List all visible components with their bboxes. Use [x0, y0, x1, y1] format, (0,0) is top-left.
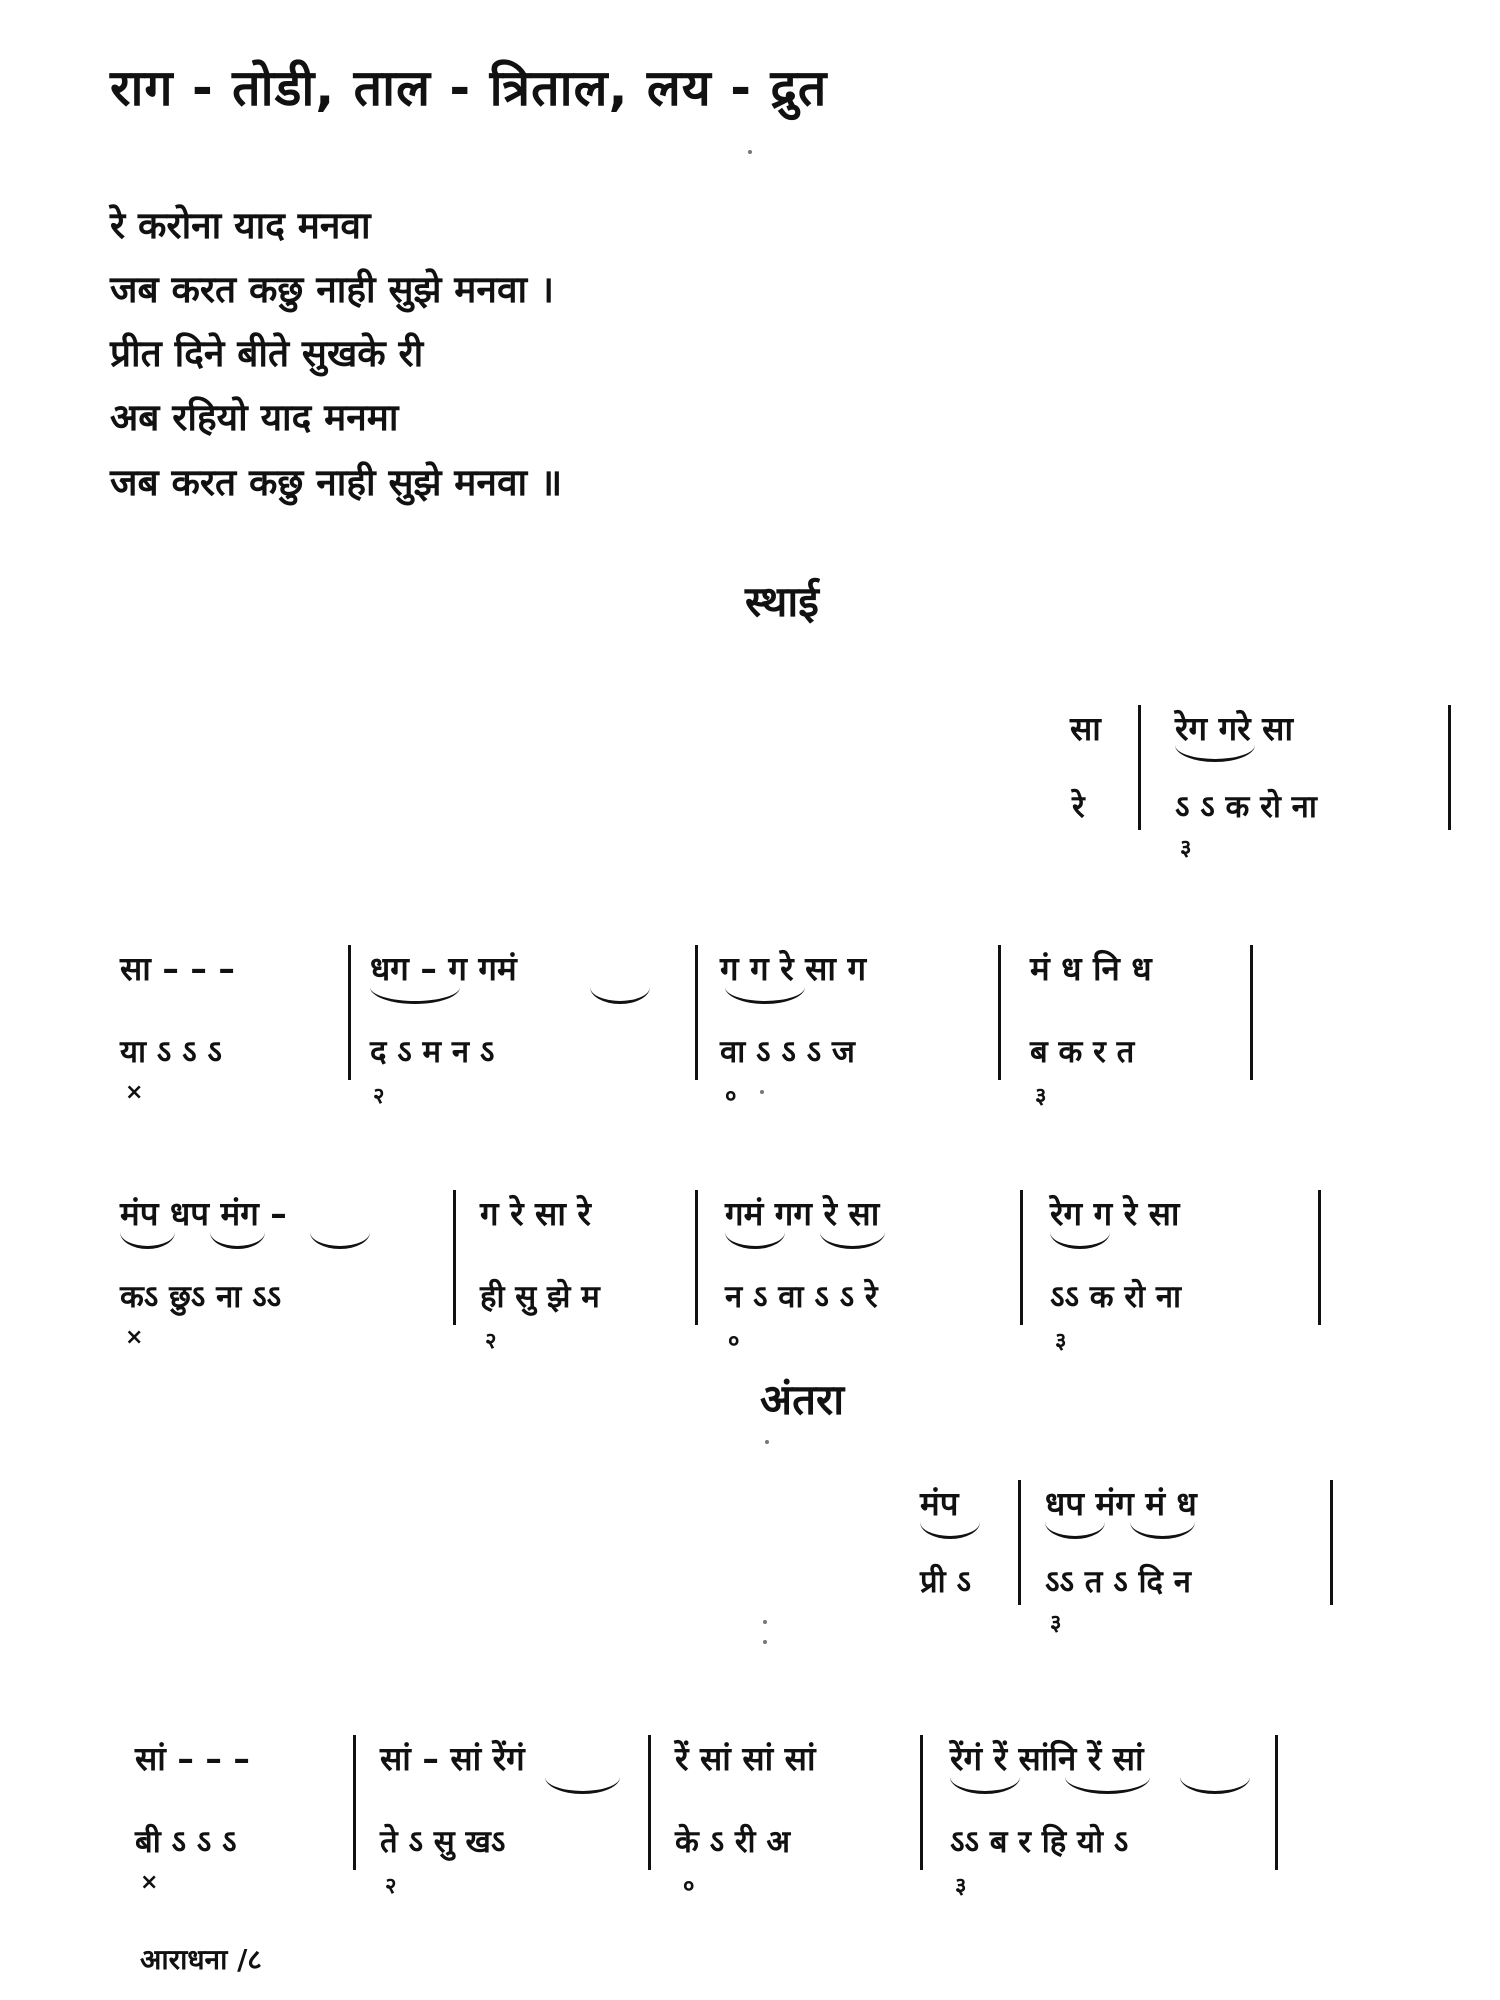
- page-footer: आराधना /८: [140, 1943, 262, 1976]
- bol-cell: कऽ छुऽ ना ऽऽ: [120, 1279, 282, 1315]
- tala-mark: ३: [1055, 1329, 1067, 1354]
- sthai-line-1: [120, 945, 1280, 1125]
- swar-cell: मंप धप मंग –: [120, 1194, 287, 1233]
- antara-line-1: [135, 1735, 1305, 1915]
- antara-pickup: [920, 1480, 1360, 1640]
- swar-cell: रें सां सां सां: [675, 1739, 816, 1778]
- tala-mark: ३: [1180, 836, 1192, 861]
- antara-heading: अंतरा: [760, 1375, 845, 1424]
- page-title: राग - तोडी, ताल - त्रिताल, लय - द्रुत: [110, 59, 828, 117]
- swar-cell: मंप: [920, 1484, 959, 1523]
- lyric-line-3: प्रीत दिने बीते सुखके री: [110, 332, 424, 375]
- bol-cell: प्री ऽ: [920, 1564, 971, 1600]
- lyric-line-2: जब करत कछु नाही सुझे मनवा ।: [110, 268, 555, 311]
- tala-mark: ×: [125, 1325, 144, 1350]
- tala-mark: ३: [1035, 1084, 1047, 1109]
- swar-cell: सां – – –: [135, 1739, 250, 1778]
- bol-cell: ऽऽ ब र हि यो ऽ: [950, 1824, 1129, 1860]
- tala-mark: ×: [140, 1870, 159, 1895]
- sthai-heading: स्थाई: [745, 577, 819, 626]
- bol-cell: ऽऽ क रो ना: [1050, 1279, 1182, 1315]
- tala-mark: ३: [955, 1874, 967, 1899]
- tala-mark: ×: [125, 1080, 144, 1105]
- tala-mark: २: [485, 1329, 497, 1354]
- tala-mark: २: [385, 1874, 397, 1899]
- bol-cell: ते ऽ सु खऽ: [380, 1824, 506, 1860]
- swar-cell: धग – ग गमं: [370, 949, 517, 988]
- swar-cell: सां – सां रेंगं: [380, 1739, 525, 1778]
- swar-cell: रेंगं रें सांनि रें सां: [950, 1739, 1144, 1778]
- swar-cell: मं ध नि ध: [1030, 949, 1152, 988]
- bol-cell: न ऽ वा ऽ ऽ रे: [725, 1279, 878, 1315]
- lyric-line-1: रे करोना याद मनवा: [110, 204, 371, 247]
- tala-mark: २: [373, 1084, 385, 1109]
- lyric-line-5: जब करत कछु नाही सुझे मनवा ॥: [110, 461, 563, 504]
- bol-cell: के ऽ री अ: [675, 1824, 791, 1860]
- bol-cell: या ऽ ऽ ऽ: [120, 1034, 222, 1070]
- bol-cell: वा ऽ ऽ ऽ ज: [720, 1034, 855, 1070]
- bol-cell: रे: [1072, 789, 1085, 825]
- bol-cell: द ऽ म न ऽ: [370, 1034, 495, 1070]
- tala-mark: ०: [725, 1084, 737, 1109]
- tala-mark: ०: [683, 1874, 695, 1899]
- swar-cell: रेग ग रे सा: [1050, 1194, 1180, 1233]
- swar-cell: ग ग रे सा ग: [720, 949, 867, 988]
- bol-cell: ऽ ऽ क रो ना: [1175, 789, 1317, 825]
- lyric-line-4: अब रहियो याद मनमा: [110, 396, 399, 439]
- swar-cell: सा – – –: [120, 949, 235, 988]
- swar-cell: ग रे सा रे: [480, 1194, 591, 1233]
- swar-cell: रेग गरे सा: [1175, 709, 1293, 748]
- bol-cell: ब क र त: [1030, 1034, 1135, 1070]
- bol-cell: ऽऽ त ऽ दि न: [1045, 1564, 1191, 1600]
- swar-cell: गमं गग रे सा: [725, 1194, 880, 1233]
- swar-cell: सा: [1070, 709, 1101, 748]
- tala-mark: ०: [728, 1329, 740, 1354]
- bol-cell: बी ऽ ऽ ऽ: [135, 1824, 237, 1860]
- sthai-line-2: [120, 1190, 1350, 1370]
- bol-cell: ही सु झे म: [480, 1279, 600, 1315]
- sthai-pickup: [1060, 705, 1460, 865]
- tala-mark: ३: [1050, 1611, 1062, 1636]
- swar-cell: धप मंग मं ध: [1045, 1484, 1197, 1523]
